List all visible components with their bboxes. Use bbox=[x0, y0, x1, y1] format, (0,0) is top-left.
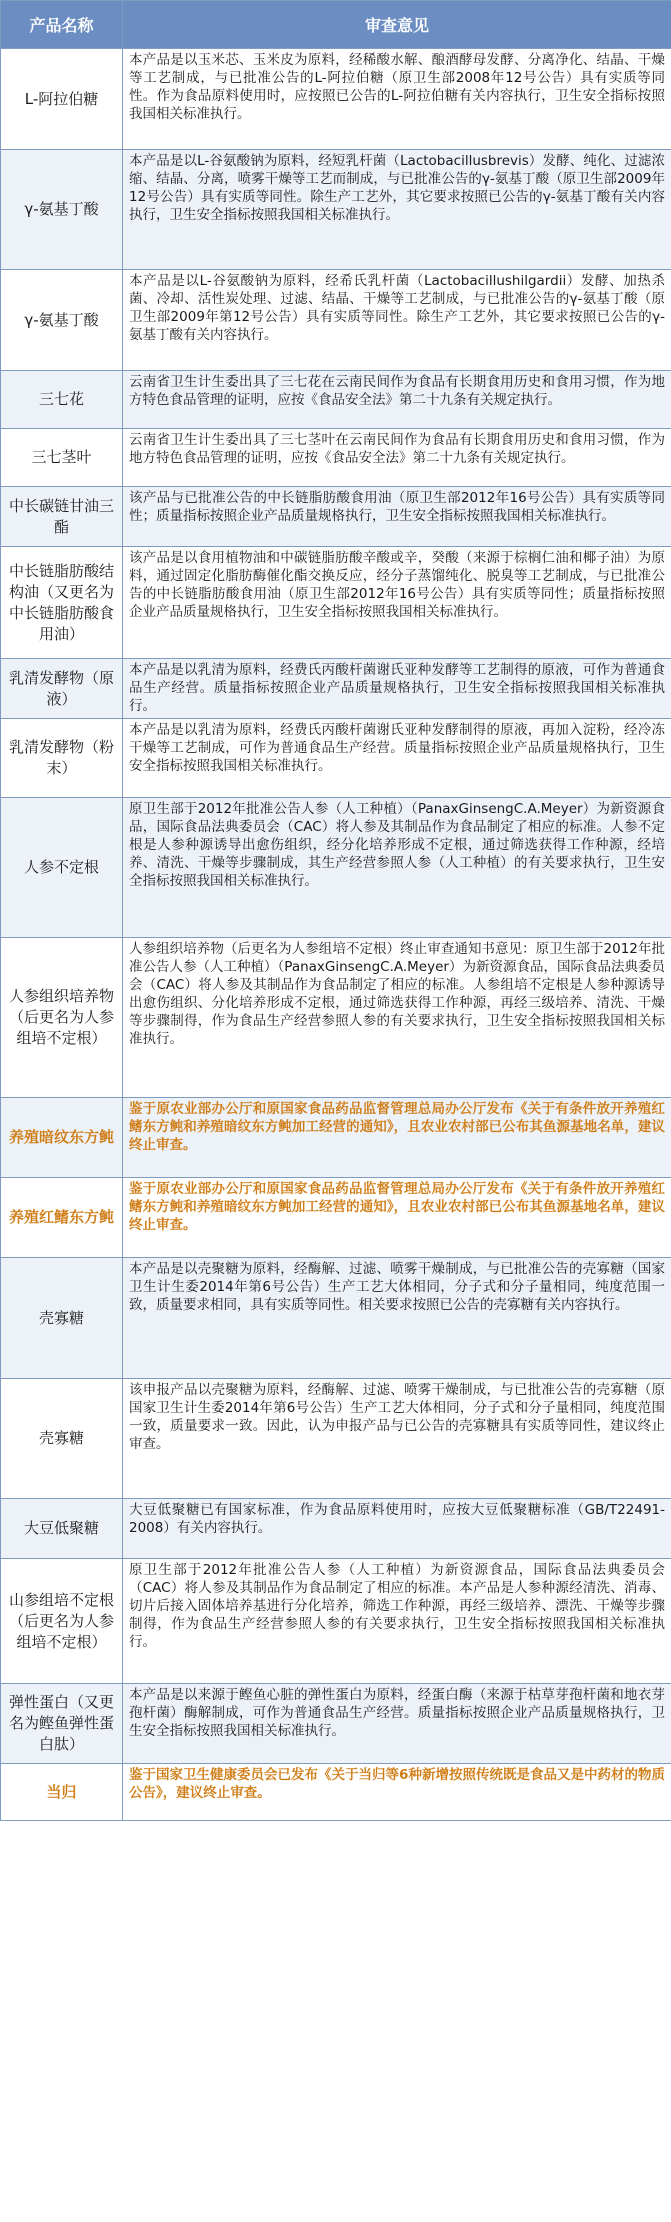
product-name: 乳清发酵物（粉末） bbox=[1, 719, 123, 798]
review-opinion: 大豆低聚糖已有国家标准，作为食品原料使用时，应按大豆低聚糖标准（GB/T22491-2008）有关内容执行。 bbox=[123, 1499, 671, 1559]
product-name: 三七花 bbox=[1, 371, 123, 429]
table-row bbox=[1, 150, 671, 270]
product-name: L-阿拉伯糖 bbox=[1, 49, 123, 150]
review-opinion: 原卫生部于2012年批准公告人参（人工种植）为新资源食品，国际食品法典委员会（CAC）将人参及其制品作为食品制定了相应的标准。本产品是人参种源经清洗、消毒、切片后接入固体培养基进行分化培养，筛选工作种源，再经三级培养、漂洗、干燥等步骤制得，作为食品生产经营参照人参的有关要求执行，卫生安全指标按照我国相关标准执行。 bbox=[123, 1559, 671, 1684]
table-row bbox=[1, 1379, 671, 1499]
review-opinion: 本产品是以L-谷氨酸钠为原料，经短乳杆菌（Lactobacillusbrevis）发酵、纯化、过滤浓缩、结晶、分离，喷雾干燥等工艺而制成，与已批准公告的γ-氨基丁酸（原卫生部2009年12号公告）具有实质等同性。除生产工艺外，其它要求按照已公告的γ-氨基丁酸有关内容执行，卫生安全指标按照我国相关标准执行。 bbox=[123, 150, 671, 270]
review-opinion: 云南省卫生计生委出具了三七花在云南民间作为食品有长期食用历史和食用习惯，作为地方特色食品管理的证明，应按《食品安全法》第二十九条有关规定执行。 bbox=[123, 371, 671, 429]
product-name: 大豆低聚糖 bbox=[1, 1499, 123, 1559]
table-row bbox=[1, 49, 671, 150]
table-row bbox=[1, 798, 671, 938]
table-row bbox=[1, 1258, 671, 1379]
product-name: 人参组织培养物（后更名为人参组培不定根） bbox=[1, 938, 123, 1098]
table-row bbox=[1, 1764, 671, 1821]
header-review-opinion: 审查意见 bbox=[123, 1, 671, 49]
product-name: 壳寡糖 bbox=[1, 1258, 123, 1379]
review-opinion: 原卫生部于2012年批准公告人参（人工种植）（PanaxGinsengC.A.Meyer）为新资源食品，国际食品法典委员会（CAC）将人参及其制品作为食品制定了相应的标准。人参不定根是人参种源诱导出愈伤组织，经分化培养形成不定根，通过筛选获得工作种源，经培养、清洗、干燥等步骤制成，其生产经营参照人参（人工种植）的有关要求执行，卫生安全指标按照我国相关标准执行。 bbox=[123, 798, 671, 938]
review-opinion: 本产品是以乳清为原料，经费氏丙酸杆菌谢氏亚种发酵等工艺制得的原液，可作为普通食品生产经营。质量指标按照企业产品质量规格执行，卫生安全指标按照我国相关标准执行。 bbox=[123, 659, 671, 719]
review-opinion: 鉴于原农业部办公厅和原国家食品药品监督管理总局办公厅发布《关于有条件放开养殖红鳍东方鲀和养殖暗纹东方鲀加工经营的通知》，且农业农村部已公布其鱼源基地名单，建议终止审查。 bbox=[123, 1178, 671, 1258]
table-row bbox=[1, 1098, 671, 1178]
product-name: 壳寡糖 bbox=[1, 1379, 123, 1499]
table-row bbox=[1, 371, 671, 429]
product-name: 乳清发酵物（原液） bbox=[1, 659, 123, 719]
review-opinion: 云南省卫生计生委出具了三七茎叶在云南民间作为食品有长期食用历史和食用习惯，作为地方特色食品管理的证明，应按《食品安全法》第二十九条有关规定执行。 bbox=[123, 429, 671, 487]
review-opinion: 本产品是以L-谷氨酸钠为原料，经希氏乳杆菌（Lactobacillushilgardii）发酵、加热杀菌、冷却、活性炭处理、过滤、结晶、干燥等工艺制成，与已批准公告的γ-氨基丁酸（原卫生部2009年第12号公告）具有实质等同性。除生产工艺外，其它要求按照已公告的γ-氨基丁酸有关内容执行。 bbox=[123, 270, 671, 371]
table-row bbox=[1, 1178, 671, 1258]
table-row bbox=[1, 1559, 671, 1684]
review-opinion: 该产品是以食用植物油和中碳链脂肪酸辛酸或辛，癸酸（来源于棕榈仁油和椰子油）为原料，通过固定化脂肪酶催化酯交换反应，经分子蒸馏纯化、脱臭等工艺制成，与已批准公告的中长链脂肪酸食用油（原卫生部2012年16号公告）具有实质等同性；质量指标按照企业产品质量规格执行，卫生安全指标按照我国相关标准执行。 bbox=[123, 547, 671, 659]
table-row bbox=[1, 1499, 671, 1559]
table-row bbox=[1, 659, 671, 719]
product-name: 中长碳链甘油三酯 bbox=[1, 487, 123, 547]
product-name: γ-氨基丁酸 bbox=[1, 150, 123, 270]
review-opinion: 本产品是以来源于鲣鱼心脏的弹性蛋白为原料，经蛋白酶（来源于枯草芽孢杆菌和地衣芽孢杆菌）酶解制成，可作为普通食品生产经营。质量指标按照企业产品质量规格执行，卫生安全指标按照我国相关标准执行。 bbox=[123, 1684, 671, 1764]
table-row bbox=[1, 487, 671, 547]
review-opinion: 鉴于原农业部办公厅和原国家食品药品监督管理总局办公厅发布《关于有条件放开养殖红鳍东方鲀和养殖暗纹东方鲀加工经营的通知》，且农业农村部已公布其鱼源基地名单，建议终止审查。 bbox=[123, 1098, 671, 1178]
product-name: 三七茎叶 bbox=[1, 429, 123, 487]
product-name: γ-氨基丁酸 bbox=[1, 270, 123, 371]
table-header-row bbox=[1, 1, 671, 49]
review-opinion: 人参组织培养物（后更名为人参组培不定根）终止审查通知书意见：原卫生部于2012年批准公告人参（人工种植）（PanaxGinsengC.A.Meyer）为新资源食品，国际食品法典委员会（CAC）将人参及其制品作为食品制定了相应的标准。人参组培不定根是人参种源诱导出愈伤组织、分化培养形成不定根，通过筛选获得工作种源，再经三级培养、清洗、干燥等步骤制得，作为食品生产经营参照人参的有关要求执行，卫生安全指标按照我国相关标准执行。 bbox=[123, 938, 671, 1098]
product-name: 中长链脂肪酸结构油（又更名为中长链脂肪酸食用油） bbox=[1, 547, 123, 659]
table-row bbox=[1, 547, 671, 659]
product-name: 山参组培不定根（后更名为人参组培不定根） bbox=[1, 1559, 123, 1684]
product-name: 弹性蛋白（又更名为鲣鱼弹性蛋白肽） bbox=[1, 1684, 123, 1764]
review-opinion: 本产品是以乳清为原料，经费氏丙酸杆菌谢氏亚种发酵制得的原液，再加入淀粉，经冷冻干燥等工艺制成，可作为普通食品生产经营。质量指标按照企业产品质量规格执行，卫生安全指标按照我国相关标准执行。 bbox=[123, 719, 671, 798]
product-name: 当归 bbox=[1, 1764, 123, 1821]
header-product-name: 产品名称 bbox=[1, 1, 123, 49]
table-row bbox=[1, 270, 671, 371]
product-name: 养殖暗纹东方鲀 bbox=[1, 1098, 123, 1178]
table-row bbox=[1, 1684, 671, 1764]
table-row bbox=[1, 719, 671, 798]
review-opinion: 本产品是以壳聚糖为原料，经酶解、过滤、喷雾干燥制成，与已批准公告的壳寡糖（国家卫生计生委2014年第6号公告）生产工艺大体相同，分子式和分子量相同，纯度范围一致，质量要求相同，具有实质等同性。相关要求按照已公告的壳寡糖有关内容执行。 bbox=[123, 1258, 671, 1379]
review-opinion: 该产品与已批准公告的中长链脂肪酸食用油（原卫生部2012年16号公告）具有实质等同性；质量指标按照企业产品质量规格执行，卫生安全指标按照我国相关标准执行。 bbox=[123, 487, 671, 547]
table-row bbox=[1, 429, 671, 487]
product-name: 人参不定根 bbox=[1, 798, 123, 938]
review-opinion: 鉴于国家卫生健康委员会已发布《关于当归等6种新增按照传统既是食品又是中药材的物质公告》，建议终止审查。 bbox=[123, 1764, 671, 1821]
product-name: 养殖红鳍东方鲀 bbox=[1, 1178, 123, 1258]
table-row bbox=[1, 938, 671, 1098]
review-opinion: 该申报产品以壳聚糖为原料，经酶解、过滤、喷雾干燥制成，与已批准公告的壳寡糖（原国家卫生计生委2014年第6号公告）生产工艺大体相同，分子式和分子量相同，纯度范围一致，质量要求一致。因此，认为申报产品与已公告的壳寡糖具有实质等同性，建议终止审查。 bbox=[123, 1379, 671, 1499]
review-opinion: 本产品是以玉米芯、玉米皮为原料，经稀酸水解、酿酒酵母发酵、分离净化、结晶、干燥等工艺制成，与已批准公告的L-阿拉伯糖（原卫生部2008年12号公告）具有实质等同性。作为食品原料使用时，应按照已公告的L-阿拉伯糖有关内容执行，卫生安全指标按照我国相关标准执行。 bbox=[123, 49, 671, 150]
